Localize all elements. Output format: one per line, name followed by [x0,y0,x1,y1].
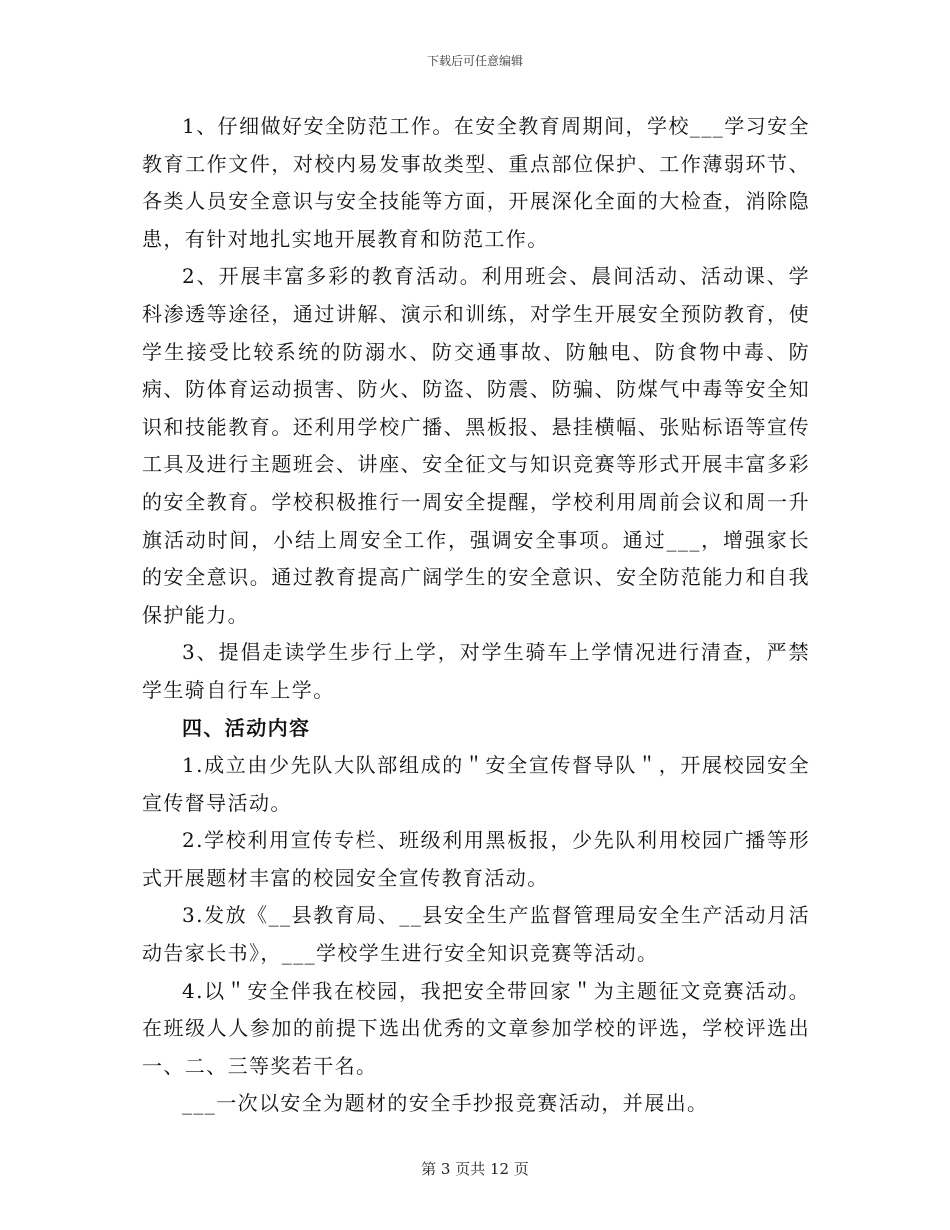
page-number: 第 3 页共 12 页 [421,1160,529,1178]
paragraph-education-activities: 2、开展丰富多彩的教育活动。利用班会、晨间活动、活动课、学科渗透等途径，通过讲解、演示和训练，对学生开展安全预防教育，使学生接受比较系统的防溺水、防交通事故、防触电、防食物中毒、防病、防体育运动损害、防火、防盗、防震、防骗、防煤气中毒等安全知识和技能教育。还利用学校广播、黑板报、悬挂横幅、张贴标语等宣传工具及进行主题班会、讲座、安全征文与知识竞赛等形式开展丰富多彩的安全教育。学校积极推行一周安全提醒，学校利用周前会议和周一升旗活动时间，小结上周安全工作，强调安全事项。通过___，增强家长的安全意识。通过教育提高广阔学生的安全意识、安全防范能力和自我保护能力。 [142,264,810,627]
paragraph-activity-5: ___一次以安全为题材的安全手抄报竞赛活动，并展出。 [182,1091,709,1116]
page-header: 下载后可任意编辑 [426,54,523,68]
paragraph-activity-3: 3.发放《__县教育局、__县安全生产监督管理局安全生产活动月活动告家长书》，___学校学生进行安全知识竞赛等活动。 [142,903,810,966]
paragraph-walking-to-school: 3、提倡走读学生步行上学，对学生骑车上学情况进行清查，严禁学生骑自行车上学。 [142,640,810,702]
paragraph-activity-1: 1.成立由少先队大队部组成的＂安全宣传督导队＂，开展校园安全宣传督导活动。 [142,753,810,815]
paragraph-activity-2: 2.学校利用宣传专栏、班级利用黑板报，少先队利用校园广播等形式开展题材丰富的校园安全宣传教育活动。 [142,828,810,890]
paragraph-activity-4: 4.以＂安全伴我在校园，我把安全带回家＂为主题征文竞赛活动。在班级人人参加的前提下选出优秀的文章参加学校的评选，学校评选出一、二、三等奖若干名。 [142,978,810,1078]
document-body [142,108,810,1123]
paragraph-safety-prevention: 1、仔细做好安全防范工作。在安全教育周期间，学校___学习安全教育工作文件，对校内易发事故类型、重点部位保护、工作薄弱环节、各类人员安全意识与安全技能等方面，开展深化全面的大检查，消除隐患，有针对地扎实地开展教育和防范工作。 [142,114,810,251]
section-heading-activity-content: 四、活动内容 [182,715,311,740]
